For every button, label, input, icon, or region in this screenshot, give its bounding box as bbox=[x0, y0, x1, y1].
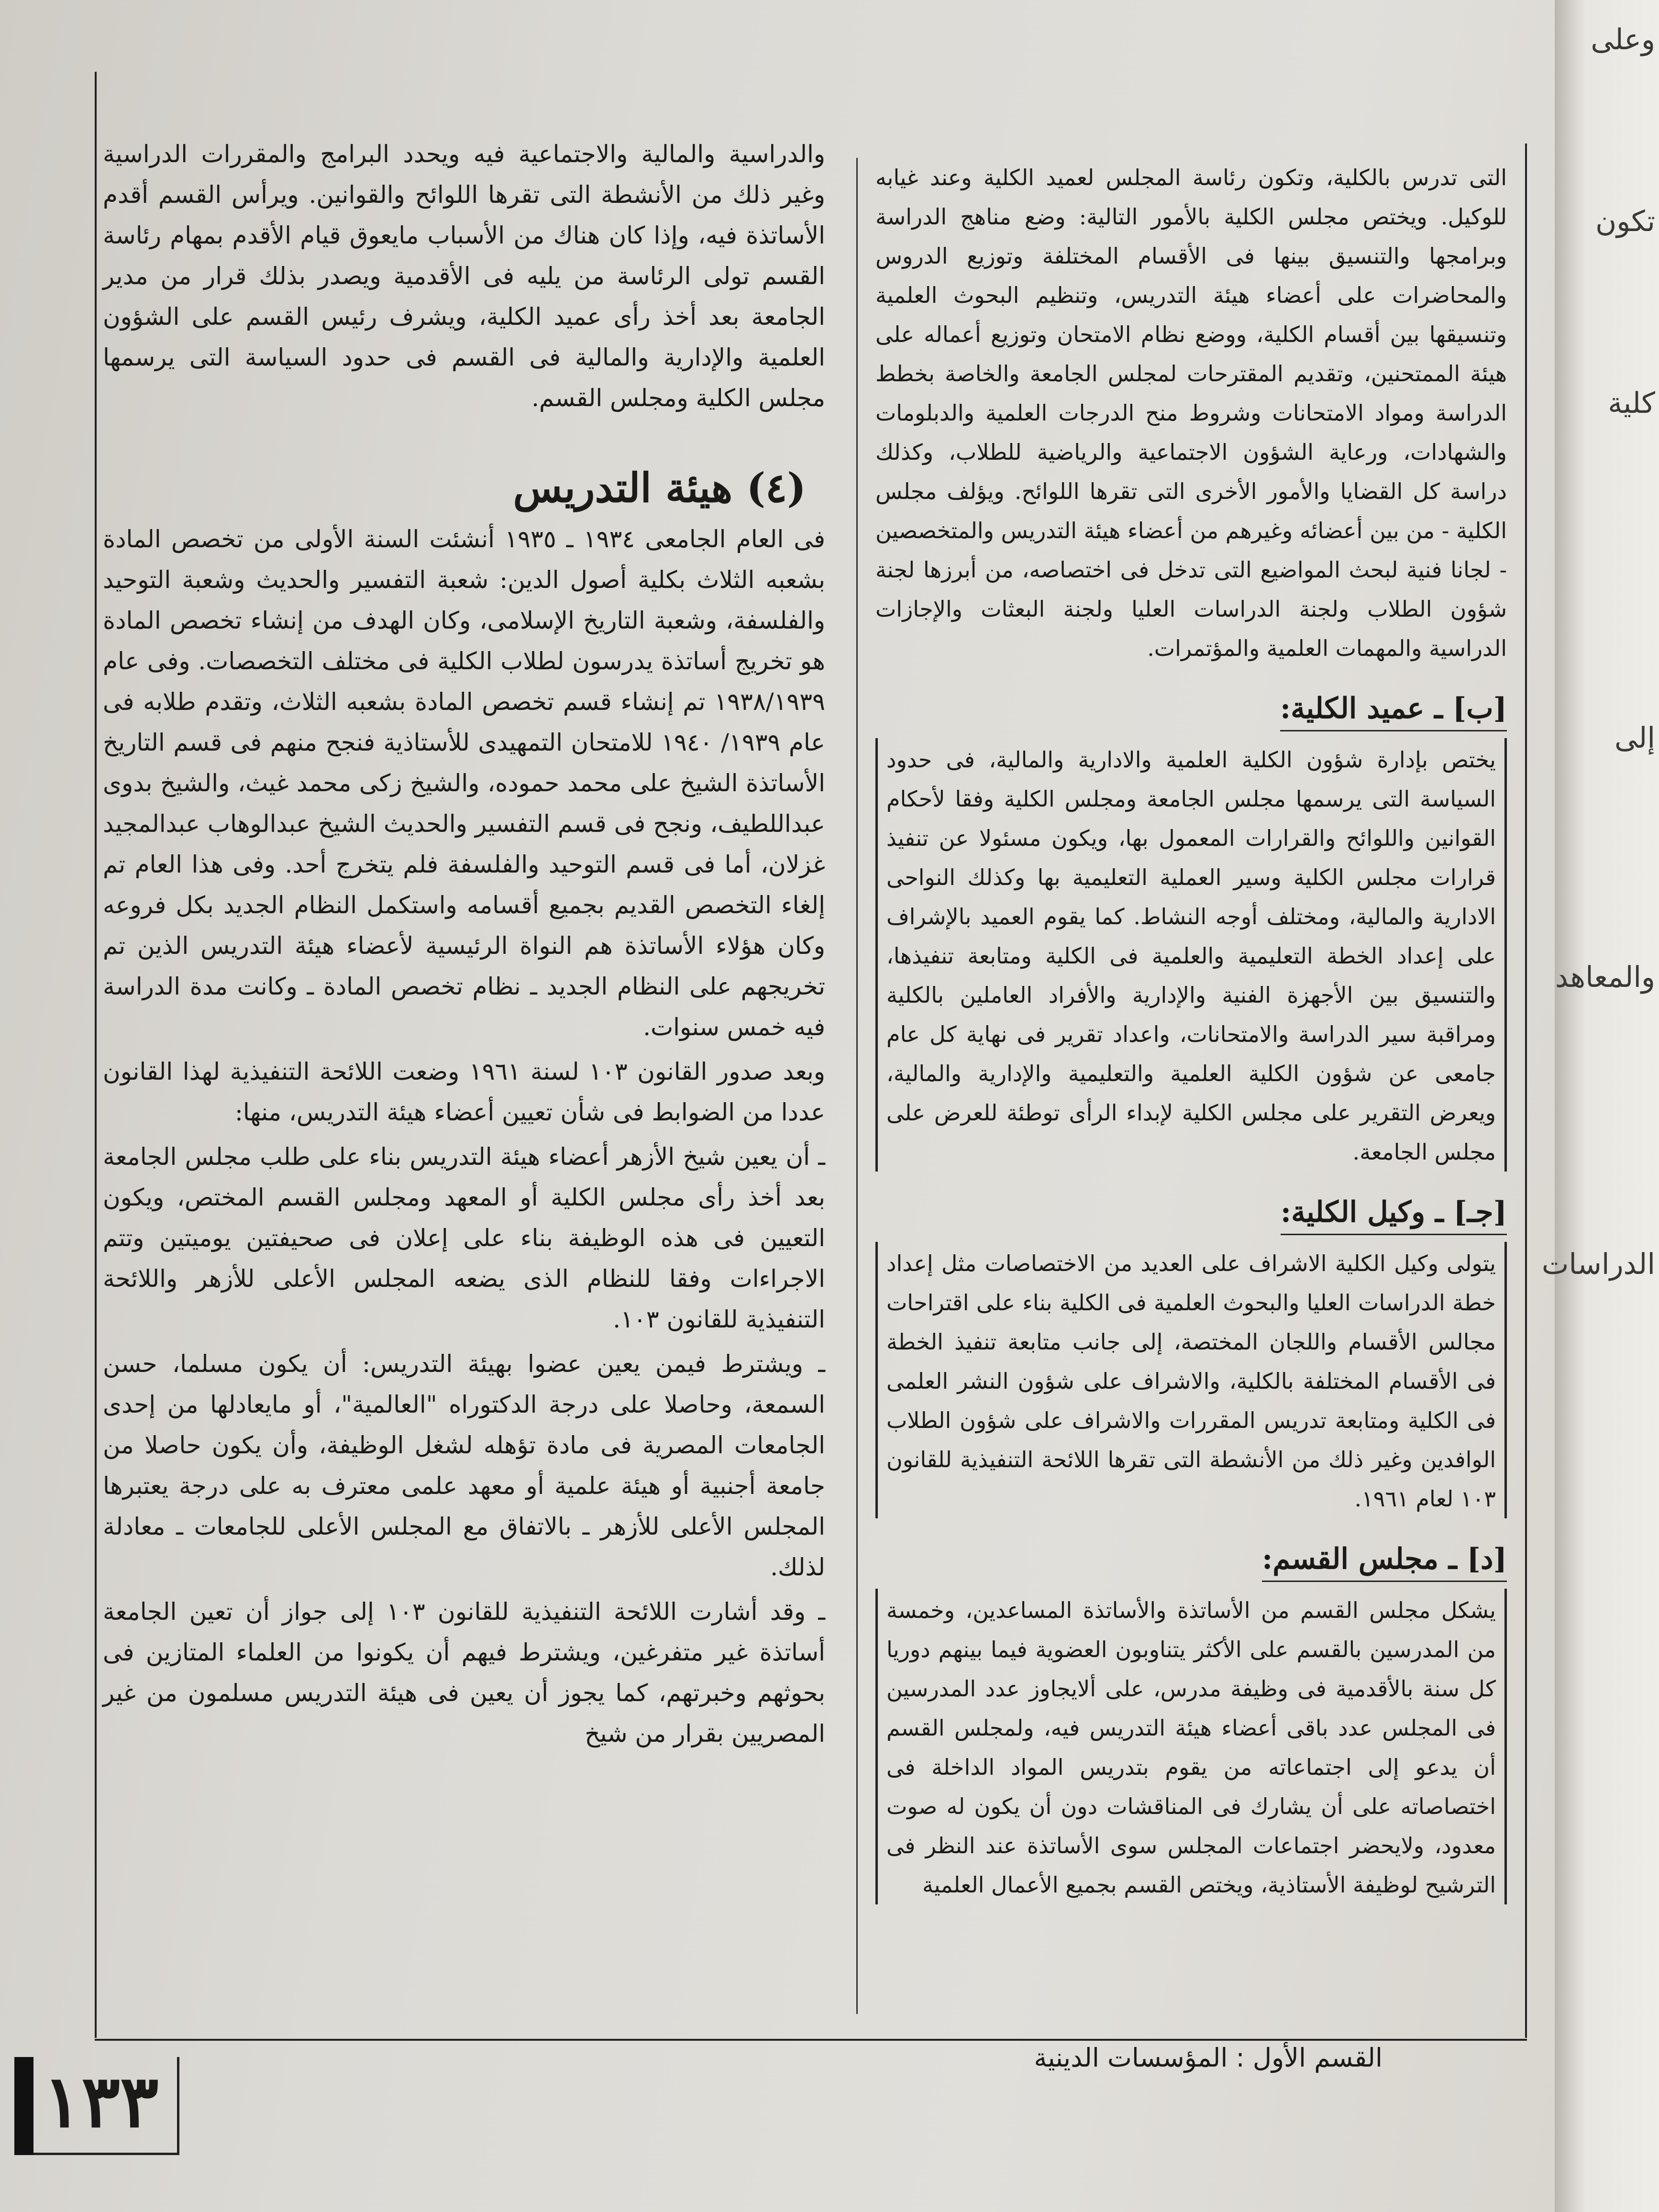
edge-fragment: والمعاهد bbox=[1555, 961, 1655, 994]
dean-heading-text: [ب] ـ عميد الكلية: bbox=[1280, 687, 1507, 731]
faculty-council-paragraph: التى تدرس بالكلية، وتكون رئاسة المجلس لعميد الكلية وعند غيابه للوكيل. ويختص مجلس الكلية بالأمور التالية: وضع مناهج الدراسة وبرامجها والتنسيق بينها فى الأقسام المختلفة وتوزيع الدروس والمحاضرات على أعضاء هيئة التدريس، وتنظيم البحوث العلمية وتنسيقها بين أقسام الكلية، ووضع نظام الامتحان وتوزيع أعماله على هيئة الممتحنين، وتقديم المقترحات لمجلس الجامعة والخاصة بخطط الدراسة ومواد الامتحانات وشروط منح الدرجات العلمية والدبلومات والشهادات، ورعاية الشؤون الاجتماعية والرياضية للطلاب، وكذلك دراسة كل القضايا والأمور الأخرى التى تقرها اللوائح. ويؤلف مجلس الكلية - من بين أعضائه وغيرهم من أعضاء هيئة التدريس والمتخصصين - لجانا فنية لبحث المواضيع التى تدخل فى اختصاصه، من أبرزها لجنة شؤون الطلاب ولجنة الدراسات العليا ولجنة البعثات والإجازات الدراسية والمهمات العلمية والمؤتمرات. bbox=[875, 165, 1507, 661]
edge-fragment: كلية bbox=[1608, 387, 1655, 420]
edge-fragment: تكون bbox=[1595, 205, 1655, 238]
deputy-paragraph: يتولى وكيل الكلية الاشراف على العديد من الاختصاصات مثل إعداد خطة الدراسات العليا والبحوث العلمية فى الكلية بناء على اقتراحات مجالس الأقسام واللجان المختصة، إلى جانب متابعة تنفيذ الخطة فى الأقسام المختلفة بالكلية، والاشراف على شؤون النشر العلمى فى الكلية ومتابعة تدريس المقررات والاشراف على شؤون الطلاب الوافدين وغير ذلك من الأنشطة التى تقرها اللائحة التنفيذية للقانون ١٠٣ لعام ١٩٦١. bbox=[875, 1242, 1507, 1518]
right-column bbox=[875, 158, 1507, 1908]
rule-conditions: ـ ويشترط فيمن يعين عضوا بهيئة التدريس: أن يكون مسلما، حسن السمعة، وحاصلا على درجة الدكتوراه "العالمية"، أو مايعادلها من إحدى الجامعات المصرية فى مادة تؤهله لشغل الوظيفة، وأن يكون حاصلا من جامعة أجنبية أو هيئة علمية أو معهد علمى معترف به على درجة يعتبرها المجلس الأعلى للأزهر ـ بالاتفاق مع المجلس الأعلى للجامعات ـ معادلة لذلك. bbox=[103, 1350, 825, 1581]
rule-non-fulltime: ـ وقد أشارت اللائحة التنفيذية للقانون ١٠٣ إلى جواز أن تعين الجامعة أساتذة غير متفرغين، ويشترط فيهم أن يكونوا من العلماء المتازين فى بحوثهم وخبرتهم، كما يجوز أن يعين فى هيئة التدريس مسلمون من غير المصريين بقرار من شيخ bbox=[103, 1598, 825, 1747]
page-frame-left bbox=[95, 72, 97, 2038]
rule-appointment: ـ أن يعين شيخ الأزهر أعضاء هيئة التدريس بناء على طلب مجلس الجامعة بعد أخذ رأى مجلس الكلية أو المعهد ومجلس القسم المختص، ويكون التعيين فى هذه الوظيفة بناء على إعلان فى صحيفتين يوميتين وتتم الاجراءات وفقا للنظام الذى يضعه المجلس الأعلى للأزهر واللائحة التنفيذية للقانون ١٠٣. bbox=[103, 1143, 825, 1333]
department-continuation-paragraph: والدراسية والمالية والاجتماعية فيه ويحدد البرامج والمقررات الدراسية وغير ذلك من الأنشطة التى تقرها اللوائح والقوانين. ويرأس القسم أقدم الأساتذة فيه، وإذا كان هناك من الأسباب مايعوق قيام الأقدم بمهام رئاسة القسم تولى الرئاسة من يليه فى الأقدمية ويصدر بذلك قرار من مدير الجامعة بعد أخذ رأى عميد الكلية، ويشرف رئيس القسم على الشؤون العلمية والإدارية والمالية فى القسم فى حدود السياسة التى يرسمها مجلس الكلية ومجلس القسم. bbox=[103, 140, 825, 412]
edge-fragment: الدراسات bbox=[1541, 1248, 1655, 1281]
running-footer: القسم الأول : المؤسسات الدينية bbox=[1034, 2043, 1382, 2073]
department-council-heading bbox=[875, 1537, 1507, 1582]
column-divider bbox=[856, 158, 858, 2014]
page-frame-right bbox=[1525, 144, 1527, 2038]
history-paragraph: فى العام الجامعى ١٩٣٤ ـ ١٩٣٥ أنشئت السنة الأولى من تخصص المادة بشعبه الثلاث بكلية أصول الدين: شعبة التفسير والحديث وشعبة التوحيد والفلسفة، وشعبة التاريخ الإسلامى، وكان الهدف من إنشاء تخصص المادة هو تخريج أساتذة يدرسون لطلاب الكلية فى مختلف التخصصات. وفى عام ١٩٣٨/١٩٣٩ تم إنشاء قسم تخصص المادة بشعبه الثلاث، وتقدم طلابه فى عام ١٩٣٩/ ١٩٤٠ للامتحان التمهيدى للأستاذية فنجح منهم فى قسم التاريخ الأساتذة الشيخ على محمد حموده، والشيخ زكى محمد غيث، والشيخ بدوى عبداللطيف، ونجح فى قسم التفسير والحديث الشيخ عبدالوهاب عبدالمجيد غزلان، أما فى قسم التوحيد والفلسفة فلم يتخرج أحد. وفى هذا العام تم إلغاء التخصص القديم بجميع أقسامه واستكمل النظام الجديد بكل فروعه وكان هؤلاء الأساتذة هم النواة الرئيسية لأعضاء هيئة التدريس الذين تم تخريجهم على النظام الجديد ـ نظام تخصص المادة ـ وكانت مدة الدراسة فيه خمس سنوات. bbox=[103, 525, 825, 1041]
left-column bbox=[103, 134, 825, 1758]
department-council-paragraph: يشكل مجلس القسم من الأساتذة والأساتذة المساعدين، وخمسة من المدرسين بالقسم على الأكثر يتناوبون العضوية فيما بينهم دوريا كل سنة بالأقدمية فى وظيفة مدرس، على ألايجاوز عدد المدرسين فى المجلس عدد باقى أعضاء هيئة التدريس فيه، ولمجلس القسم أن يدعو إلى اجتماعاته من يقوم بتدريس المواد الداخلة فى اختصاصاته على أن يشارك فى المناقشات دون أن يكون له صوت معدود، ولايحضر اجتماعات المجلس سوى الأساتذة عند النظر فى الترشيح لوظيفة الأستاذية، ويختص القسم بجميع الأعمال العلمية bbox=[875, 1589, 1507, 1904]
edge-fragment: وعلى bbox=[1591, 23, 1655, 56]
edge-fragment: إلى bbox=[1615, 721, 1655, 755]
deputy-heading-text: [جـ] ـ وكيل الكلية: bbox=[1281, 1191, 1507, 1235]
dean-paragraph: يختص بإدارة شؤون الكلية العلمية والادارية والمالية، فى حدود السياسة التى يرسمها مجلس الجامعة ومجلس الكلية وفقا لأحكام القوانين واللوائح والقرارات المعمول بها، ويكون مسئولا عن تنفيذ قرارات مجلس الكلية وسير العملية التعليمية بها وكذلك النواحى الادارية والمالية، ومختلف أوجه النشاط. كما يقوم العميد بالإشراف على إعداد الخطة التعليمية والعلمية فى الكلية ومتابعة تنفيذها، والتنسيق بين الأجهزة الفنية والإدارية والأفراد العاملين بالكلية ومراقبة سير الدراسة والامتحانات، واعداد تقرير فى نهاية كل عام جامعى عن شؤون الكلية العلمية والتعليمية والإدارية والمالية، ويعرض التقرير على مجلس الكلية لإبداء الرأى توطئة للعرض على مجلس الجامعة. bbox=[875, 738, 1507, 1172]
next-page-edge bbox=[1541, 0, 1659, 2212]
section-title: (٤) هيئة التدريس bbox=[513, 464, 806, 511]
deputy-heading bbox=[875, 1191, 1507, 1235]
page-number: ١٣٣ bbox=[43, 2059, 159, 2144]
dean-heading bbox=[875, 687, 1507, 731]
page-frame-bottom bbox=[95, 2039, 1527, 2041]
law-paragraph: وبعد صدور القانون ١٠٣ لسنة ١٩٦١ وضعت اللائحة التنفيذية لهذا القانون عددا من الضوابط فى شأن تعيين أعضاء هيئة التدريس، منها: bbox=[103, 1058, 825, 1126]
page-number-bar bbox=[14, 2057, 33, 2155]
department-council-heading-text: [د] ـ مجلس القسم: bbox=[1262, 1537, 1507, 1582]
